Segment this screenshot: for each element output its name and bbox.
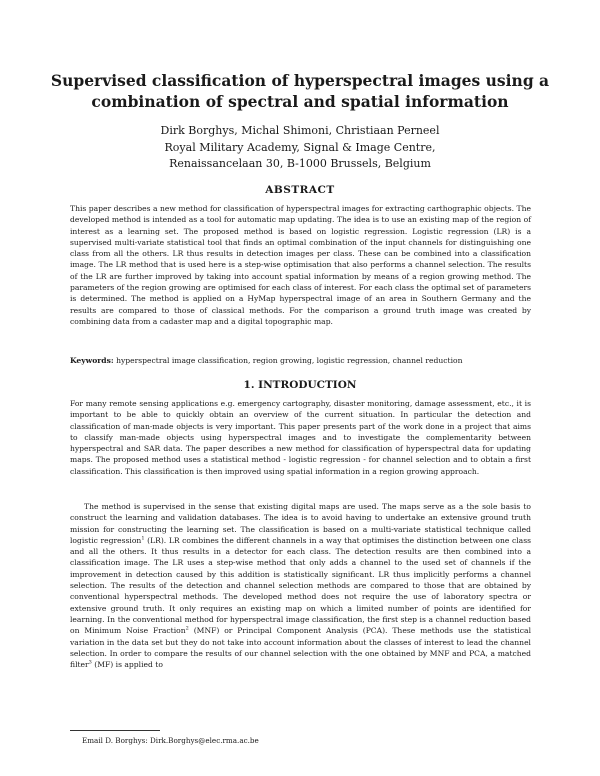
paper-title: Supervised classification of hyperspectral images using a combination of spectral and spatial information [50,71,550,111]
affiliation-line: Renaissancelaan 30, B-1000 Brussels, Belgium [169,157,431,170]
intro-paragraph-1: For many remote sensing applications e.g. emergency cartography, disaster monitoring, damage assessment, etc., it is important to be able to quickly obtain an overview of the current situation. In particular the detection and classification of man-made objects is very important. This paper presents part of the work done in a project that aims to classify man-made objects using hyperspectral images and to investigate the complementarity between hyperspectral and SAR data. The paper describes a new method for classification of hyperspectral data for updating maps. The proposed method uses a statistical method - logistic regression - for channel selection and to obtain a first classification. This classification is then improved using spatial information in a region growing approach. [70,399,531,476]
footnote-ref: 1 [141,535,145,542]
intro-paragraph-2 [70,501,531,670]
footnote-ref: 2 [185,625,189,632]
keywords-list: hyperspectral image classification, region growing, logistic regression, channel reduction [116,356,463,365]
keywords-label: Keywords: [70,356,114,365]
affiliation [40,140,560,172]
author-list: Dirk Borghys, Michal Shimoni, Christiaan Perneel [160,124,440,137]
footnote-ref: 3 [88,659,92,666]
footnote-email: Email D. Borghys: Dirk.Borghys@elec.rma.ac.be [82,736,259,745]
abstract-text: This paper describes a new method for classification of hyperspectral images for extracting carthographic objects. The developed method is intended as a tool for automatic map updating. The idea is to use an existing map of the region of interest as a learning set. The proposed method is based on logistic regression. Logistic regression (LR) is a supervised multi-variate statistical tool that finds an optimal combination of the input channels for distinguishing one class from all the others. LR thus results in detection images per class. These can be combined into a classification image. The LR method that is used here is a step-wise optimisation that also performs a channel selection. The results of the LR are further improved by taking into account spatial information by means of a region growing method. The parameters of the region growing are optimised for each class of interest. For each class the optimal set of parameters is determined. The method is applied on a HyMap hyperspectral image of an area in Southern Germany and the results are compared to those of classical methods. For the comparison a ground truth image was created by combining data from a cadaster map and a digital topographic map. [70,204,531,326]
paragraph-text: (MNF) or Principal Component Analysis (PCA). These methods use the statistical variation in the data set but they do not take into account information about the classes of interest to lead the channel selection. In order to compare the results of our channel selection with the one obtained by MNF and PCA, a matched filter [70,626,532,670]
footnote-divider [70,730,160,731]
affiliation-line: Royal Military Academy, Signal & Image Centre, [164,141,436,154]
paragraph-text: (MF) is applied to [91,660,163,670]
keywords [70,355,531,366]
paragraph-text: (LR). LR combines the different channels in a way that optimises the distinction between one class and all the others. It thus results in a detector for each class. The detection results are then combined into a classification image. The LR uses a step-wise method that only adds a channel to the used set of channels if the improvement in detection caused by this addition is statistically significant. LR thus implicitly performs a channel selection. The results of the detection and channel selection methods are compared to those that are obtained by conventional hyperspectral methods. The developed method does not require the use of laboratory spectra or extensive ground truth. It only requires an existing map on which a limited number of points are identified for learning. In the conventional method for hyperspectral image classification, the first step is a channel reduction based on Minimum Noise Fraction [70,535,531,636]
section-heading-introduction: 1. INTRODUCTION [243,379,357,391]
paragraph-text: The method is supervised in the sense that existing digital maps are used. The maps serve as a the sole basis to construct the learning and validation databases. The idea is to avoid having to undertake an extensive ground truth mission for constructing the learning set. The classification is based on a multi-variate statistical technique called logistic regression [70,502,531,545]
abstract-heading: ABSTRACT [265,184,335,196]
